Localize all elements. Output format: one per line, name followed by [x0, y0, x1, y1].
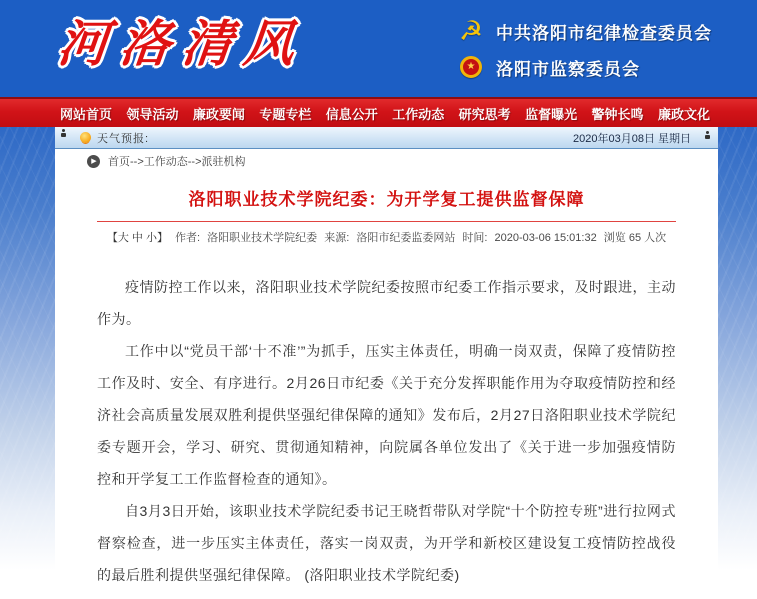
- weather-label: 天气预报:: [97, 132, 150, 145]
- views-count: 浏览 65 人次: [603, 232, 667, 244]
- nav-item-alarm-bell[interactable]: 警钟长鸣: [591, 106, 644, 122]
- pin-icon-left: [61, 129, 66, 138]
- time-value: 2020-03-06 15:01:32: [494, 232, 597, 244]
- org-name-discipline-commission: 中共洛阳市纪律检查委员会: [496, 23, 712, 43]
- main-nav: [0, 99, 757, 127]
- pin-icon-right: [705, 131, 710, 140]
- party-emblem-icon: ☭: [458, 16, 484, 46]
- org-titles: [455, 13, 712, 85]
- site-logo[interactable]: 河洛清风: [54, 14, 310, 73]
- org-row-cpc: [455, 13, 712, 49]
- author-label: 作者:: [175, 232, 201, 244]
- title-divider: [97, 221, 676, 222]
- nav-item-supervision-exposure[interactable]: 监督曝光: [525, 106, 578, 122]
- weather-sun-icon: [80, 132, 91, 143]
- org-row-supervision: [455, 49, 712, 85]
- content-panel: [55, 127, 718, 599]
- nav-item-research[interactable]: 研究思考: [458, 106, 511, 122]
- org-name-supervision-commission: 洛阳市监察委员会: [496, 59, 640, 79]
- article-body: [97, 271, 676, 591]
- nav-item-home[interactable]: 网站首页: [60, 106, 113, 122]
- paragraph-1: 疫情防控工作以来，洛阳职业技术学院纪委按照市纪委工作指示要求，及时跟进，主动作为。: [97, 279, 676, 327]
- date-text: 2020年03月08日 星期日: [573, 132, 691, 145]
- site-header: [0, 0, 757, 97]
- nav-item-integrity-news[interactable]: 廉政要闻: [192, 106, 245, 122]
- breadcrumb: [55, 149, 718, 173]
- nav-item-special-columns[interactable]: 专题专栏: [259, 106, 312, 122]
- breadcrumb-path[interactable]: 首页-->工作动态-->派驻机构: [108, 156, 246, 168]
- national-emblem-icon: ★: [455, 56, 487, 78]
- nav-item-leader-activities[interactable]: 领导活动: [126, 106, 179, 122]
- source-value: 洛阳市纪委监委网站: [356, 232, 456, 244]
- nav-item-info-disclosure[interactable]: 信息公开: [325, 106, 378, 122]
- author-value: 洛阳职业技术学院纪委: [207, 232, 318, 244]
- info-bar: [55, 127, 718, 149]
- font-size-controls[interactable]: 【大 中 小】: [106, 232, 168, 244]
- article-meta: [97, 229, 676, 245]
- time-label: 时间:: [462, 232, 488, 244]
- paragraph-3: 自3月3日开始，该职业技术学院纪委书记王晓哲带队对学院“十个防控专班”进行拉网式督察检查，进一步压实主体责任，落实一岗双责，为开学和新校区建设复工疫情防控战役的最后胜利提供坚强纪律保障。 (洛阳职业技术学院纪委): [97, 503, 676, 583]
- breadcrumb-arrow-icon: ▶: [87, 155, 100, 168]
- nav-item-integrity-culture[interactable]: 廉政文化: [657, 106, 710, 122]
- source-label: 来源:: [324, 232, 350, 244]
- article: [55, 185, 718, 591]
- paragraph-2: 工作中以“党员干部‘十不准’”为抓手，压实主体责任，明确一岗双责，保障了疫情防控工作及时、安全、有序进行。2月26日市纪委《关于充分发挥职能作用为夺取疫情防控和经济社会高质量发展双胜利提供坚强纪律保障的通知》发布后，2月27日洛阳职业技术学院纪委专题开会，学习、研究、贯彻通知精神，向院属各单位发出了《关于进一步加强疫情防控和开学复工工作监督检查的通知》。: [97, 343, 676, 487]
- article-title: 洛阳职业技术学院纪委：为开学复工提供监督保障: [188, 190, 585, 209]
- nav-item-work-updates[interactable]: 工作动态: [392, 106, 445, 122]
